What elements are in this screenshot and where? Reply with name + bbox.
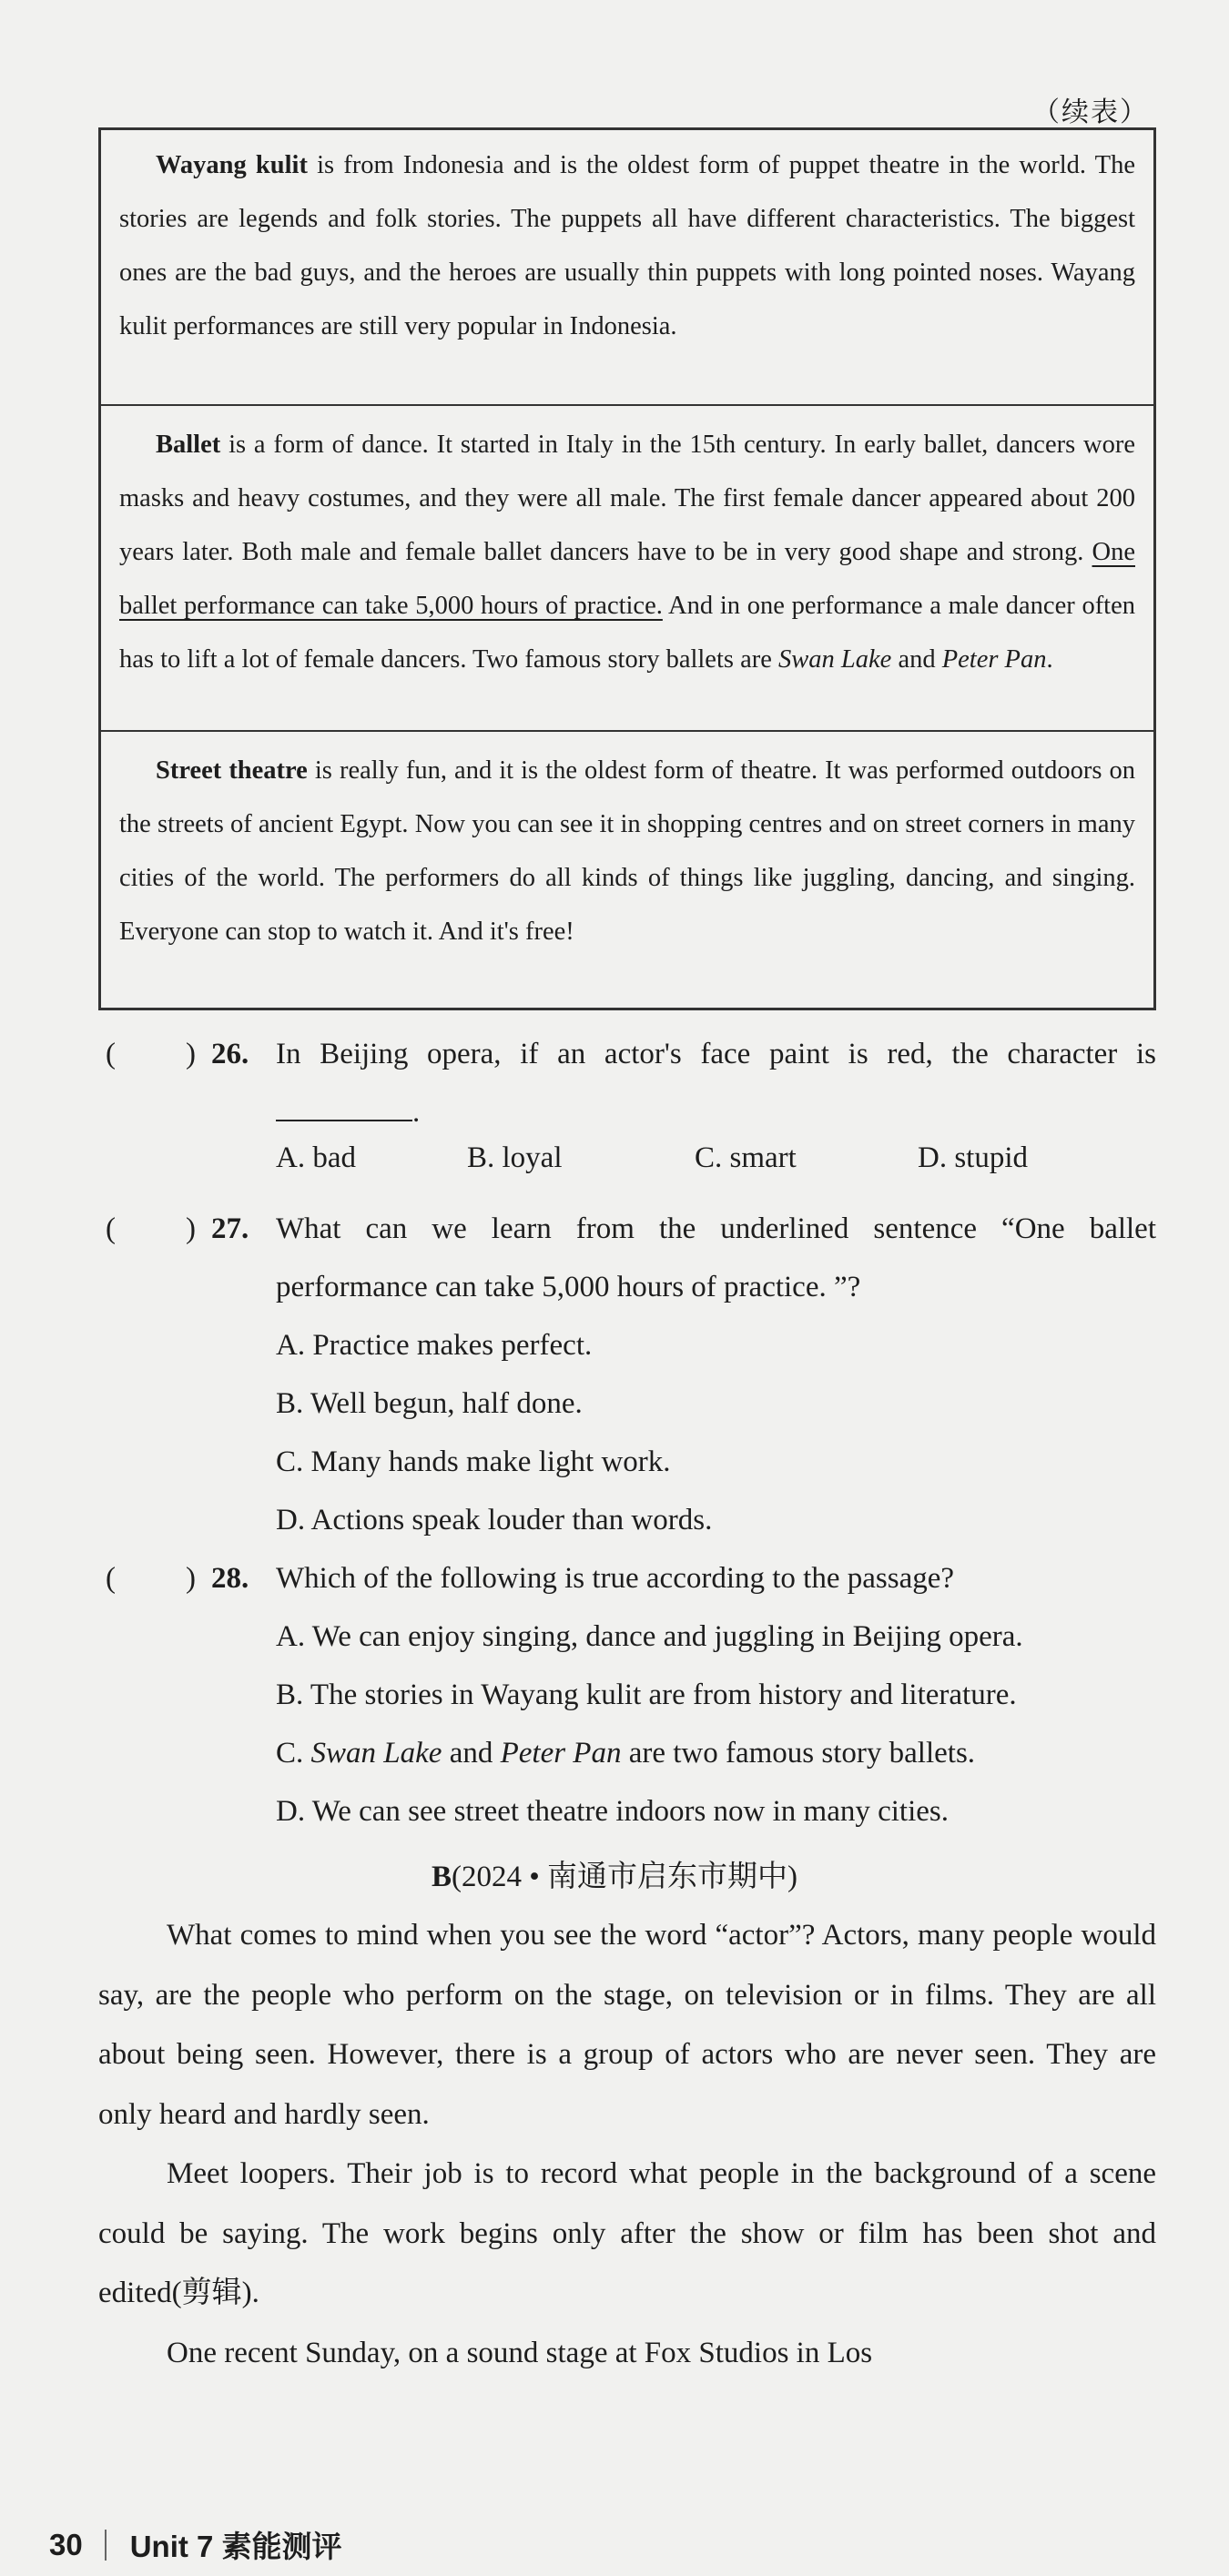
answer-paren-close: ) [186,1212,196,1245]
option-b[interactable]: B. Well begun, half done. [276,1387,583,1420]
question-number: 26. [211,1038,249,1070]
ballet-and: and [891,645,942,674]
passage-b [98,1906,1156,2383]
ballet-cell [101,404,1153,730]
page-footer [49,2523,342,2566]
section-source: (2024 • 南通市启东市期中) [451,1861,798,1893]
ballet-title-swan-lake: Swan Lake [778,645,892,674]
answer-blank[interactable] [276,1092,412,1121]
option-c-title-swan-lake: Swan Lake [310,1737,442,1770]
question-27-stem: What can we learn from the underlined sentence “One ballet performance can take 5,000 hours of practice. ”? [276,1212,1156,1303]
section-letter: B [431,1861,452,1893]
street-theatre-text: is really fun, and it is the oldest form of theatre. It was performed outdoors on the streets of ancient Egypt. Now you can see it in shopping centres and on street corners in many cities of the world. The performers do all kinds of things like juggling, dancing, and singing. Everyone can stop to watch it. And it's free! [119,756,1135,946]
option-c-title-peter-pan: Peter Pan [500,1737,622,1770]
option-b[interactable]: B. loyal [467,1141,563,1174]
option-a[interactable]: A. We can enjoy singing, dance and juggling in Beijing opera. [276,1620,1023,1653]
answer-paren-open: ( [106,1212,116,1245]
option-d[interactable]: D. stupid [918,1141,1029,1174]
answer-paren-close: ) [186,1038,196,1070]
continued-label: （续表） [1032,97,1149,127]
ballet-text-2: And in one performance a male dancer often has to lift a lot of female dancers. Two famous story ballets are [119,592,1135,674]
wayang-kulit-term: Wayang kulit [156,151,308,179]
option-d[interactable]: D. Actions speak louder than words. [276,1504,713,1536]
option-c[interactable]: C. Many hands make light work. [276,1445,671,1478]
question-number: 28. [211,1562,249,1595]
page-number: 30 [49,2527,83,2561]
underlined-sentence: One ballet performance can take 5,000 hours of practice. [119,538,1135,620]
reading-table [98,127,1156,1010]
footer-divider [105,2530,107,2561]
street-theatre-cell [101,730,1153,1008]
option-a[interactable]: A. bad [276,1141,356,1174]
question-27 [98,1200,1156,1549]
street-theatre-term: Street theatre [156,756,308,785]
unit-label: Unit 7 素能测评 [129,2530,342,2563]
option-d[interactable]: D. We can see street theatre indoors now in many cities. [276,1795,950,1828]
question-26 [98,1025,1156,1141]
section-b-heading [0,1848,1229,1906]
wayang-kulit-cell [101,130,1153,404]
ballet-text-1: is a form of dance. It started in Italy in the 15th century. In early ballet, dancers wore masks and heavy costumes, and they were all male. The first female dancer appeared about 200 years later. Both male and female ballet dancers have to be in very good shape and strong. [119,431,1135,566]
passage-paragraph: One recent Sunday, on a sound stage at Fox Studios in Los [167,2336,873,2369]
option-c-rest: are two famous story ballets. [621,1737,976,1770]
option-c[interactable] [276,1724,1156,1782]
answer-paren-open: ( [106,1562,116,1595]
question-28-stem: Which of the following is true according to the passage? [276,1562,955,1595]
wayang-kulit-text: is from Indonesia and is the oldest form of puppet theatre in the world. The stories are legends and folk stories. The puppets all have different characteristics. The biggest ones are the bad guys, and the heroes are usually thin puppets with long pointed noses. Wayang kulit performances are still very popular in Indonesia. [119,151,1135,340]
question-26-options [276,1141,1168,1175]
option-c[interactable]: C. smart [695,1141,797,1174]
option-a[interactable]: A. Practice makes perfect. [276,1329,593,1362]
question-number: 27. [211,1212,249,1245]
passage-paragraph: What comes to mind when you see the word “actor”? Actors, many people would say, are the people who perform on the stage, on television or in films. They are all about being seen. However, there is a group of actors who are never seen. They are only heard and hardly seen. [98,1919,1156,2131]
option-b[interactable]: B. The stories in Wayang kulit are from history and literature. [276,1678,1017,1711]
ballet-title-peter-pan: Peter Pan [941,645,1047,674]
passage-paragraph: Meet loopers. Their job is to record what people in the background of a scene could be saying. The work begins only after the show or film has been shot and edited(剪辑). [98,2157,1156,2309]
question-26-stem: In Beijing opera, if an actor's face paint is red, the character is [276,1038,1156,1070]
ballet-end: . [1046,645,1053,674]
answer-paren-close: ) [186,1562,196,1595]
stem-end: . [412,1096,421,1129]
ballet-term: Ballet [156,431,221,459]
option-c-and: and [442,1737,501,1770]
question-28 [98,1549,1156,1841]
answer-paren-open: ( [106,1038,116,1070]
option-c-prefix: C. [276,1737,311,1770]
